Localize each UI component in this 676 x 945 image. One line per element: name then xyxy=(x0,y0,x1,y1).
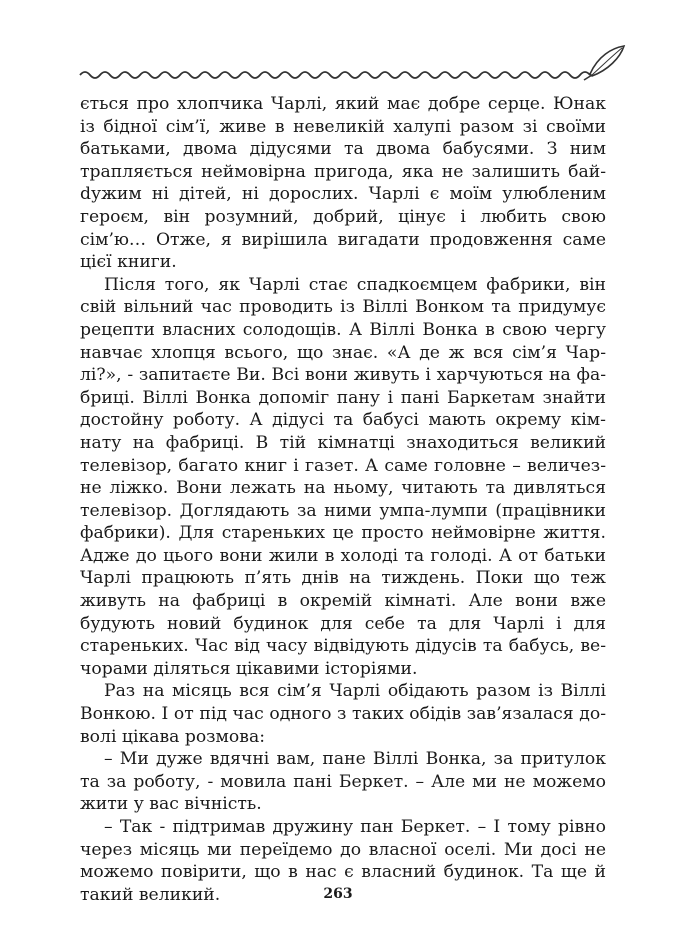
wavy-line-feather-ornament xyxy=(78,44,626,86)
wavy-line xyxy=(80,72,590,78)
paragraph-5: – Так - підтримав дружину пан Беркет. – І тому рівно через місяць ми переїдемо до власної оселі. Ми досі не можемо повірити, що в нас є власний будинок. Та ще й такий великий. xyxy=(80,817,606,905)
paragraph-2: Після того, як Чарлі стає спадкоємцем фабрики, він свій вільний час проводить із Віллі Вонком та придумує рецепти власних солодощів. А Віллі Вонка в свою чергу навчає хлопця всього, що знає. «А де ж вся сім’я Чарлі?», - запитаєте Ви. Всі вони живуть і харчуються на фабриці. Віллі Вонка допоміг пану і пані Баркетам знайти достойну роботу. А дідусі та бабусі мають окрему кімнату на фабриці. В тій кімнатці знаходиться великий телевізор, багато книг і газет. А саме головне – величезне ліжко. Вони лежать на ньому, читають та дивляться телевізор. Доглядають за ними умпа-лумпи (працівники фабрики). Для стареньких це просто неймовірне життя. Адже до цього вони жили в холоді та голоді. А от батьки Чарлі працюють п’ять днів на тиждень. Поки що теж живуть на фабриці в окремій кімнаті. Але вони вже будують новий будинок для себе та для Чарлі і для стареньких. Час від часу відвідують дідусів та бабусь, вечорами діляться цікавими історіями. xyxy=(80,274,606,679)
paragraph-1: ється про хлопчика Чарлі, який має добре серце. Юнак із бідної сім’ї, живе в невеликій халупі разом зі своїми батьками, двома дідусями та двома бабусями. З ним трапляється неймовірна пригода, яка не залишить байdужим ні дітей, ні дорослих. Чарлі є моїм улюбленим героєм, він розумний, добрий, цінує і любить свою сім’ю… Отже, я вирішила вигадати продовження саме цієї книги. xyxy=(80,94,606,273)
body-text xyxy=(80,93,606,906)
feather-icon xyxy=(584,46,624,80)
paragraph-4: – Ми дуже вдячні вам, пане Віллі Вонка, за притулок та за роботу, - мовила пані Беркет. – Але ми не можемо жити у вас вічність. xyxy=(80,749,606,815)
page-number: 263 xyxy=(323,886,353,902)
paragraph-3: Раз на місяць вся сім’я Чарлі обідають разом із Віллі Вонкою. І от під час одного з таких обідів зав’язалася доволі цікава розмова: xyxy=(80,681,606,747)
